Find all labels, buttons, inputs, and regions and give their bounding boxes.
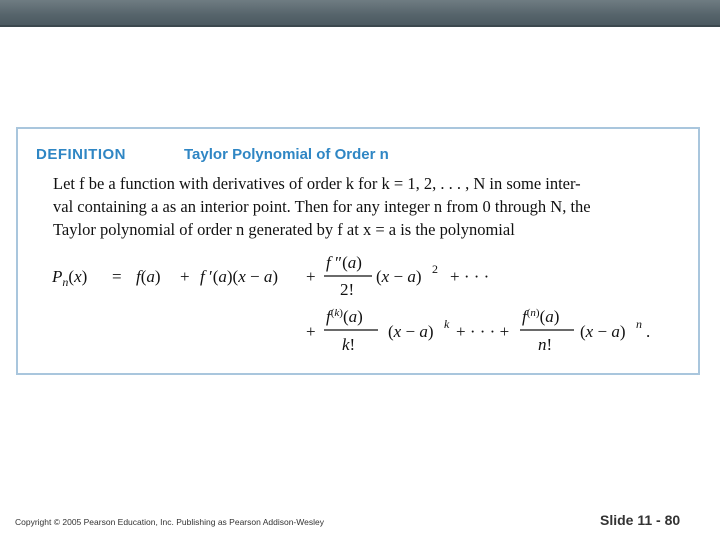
svg-text:Pn(x): $P_n(x)$ [52,267,88,289]
formula-line-1 [51,253,489,299]
definition-label: DEFINITION [36,146,126,163]
svg-text:k: k [444,317,450,331]
definition-title: Taylor Polynomial of Order n [184,146,389,163]
svg-text:f(n)(a): f(n)(a) [522,307,560,326]
slide-number: Slide 11 - 80 [600,512,681,528]
definition-line-2: val containing a as an interior point. Then for any integer n from 0 through N, the [53,197,591,216]
svg-text:n: n [636,317,642,331]
svg-text:+ · · ·: + · · · [450,267,490,286]
svg-text:f ″(a): f ″(a) [326,253,362,272]
svg-text:(x − a): (x − a) [376,267,422,286]
svg-text:2!: 2! [340,280,355,299]
svg-text:(x − a): (x − a) [388,322,434,341]
svg-text:+: + [306,322,316,341]
svg-text:+ · · · +: + · · · + [456,322,510,341]
svg-text:f(k)(a): f(k)(a) [326,307,363,326]
svg-text:+: + [180,267,190,286]
definition-line-3: Taylor polynomial of order n generated by f at x = a is the polynomial [53,220,515,239]
svg-text:n!: n! [538,335,553,354]
copyright-notice: Copyright © 2005 Pearson Education, Inc. Publishing as Pearson Addison-Wesley [15,517,324,527]
svg-text:=: = [112,267,122,286]
svg-text:2: 2 [432,262,438,276]
svg-text:(x − a): (x − a) [580,322,626,341]
svg-text:f(a): f(a) [136,267,161,286]
svg-text:.: . [646,322,651,341]
formula-line-2 [306,307,650,354]
svg-text:k!: k! [342,335,356,354]
svg-text:f ′(a)(x − a): f ′(a)(x − a) [200,267,279,286]
definition-line-1: Let f be a function with derivatives of order k for k = 1, 2, . . . , N in some inter- [53,174,581,193]
svg-text:+: + [306,267,316,286]
